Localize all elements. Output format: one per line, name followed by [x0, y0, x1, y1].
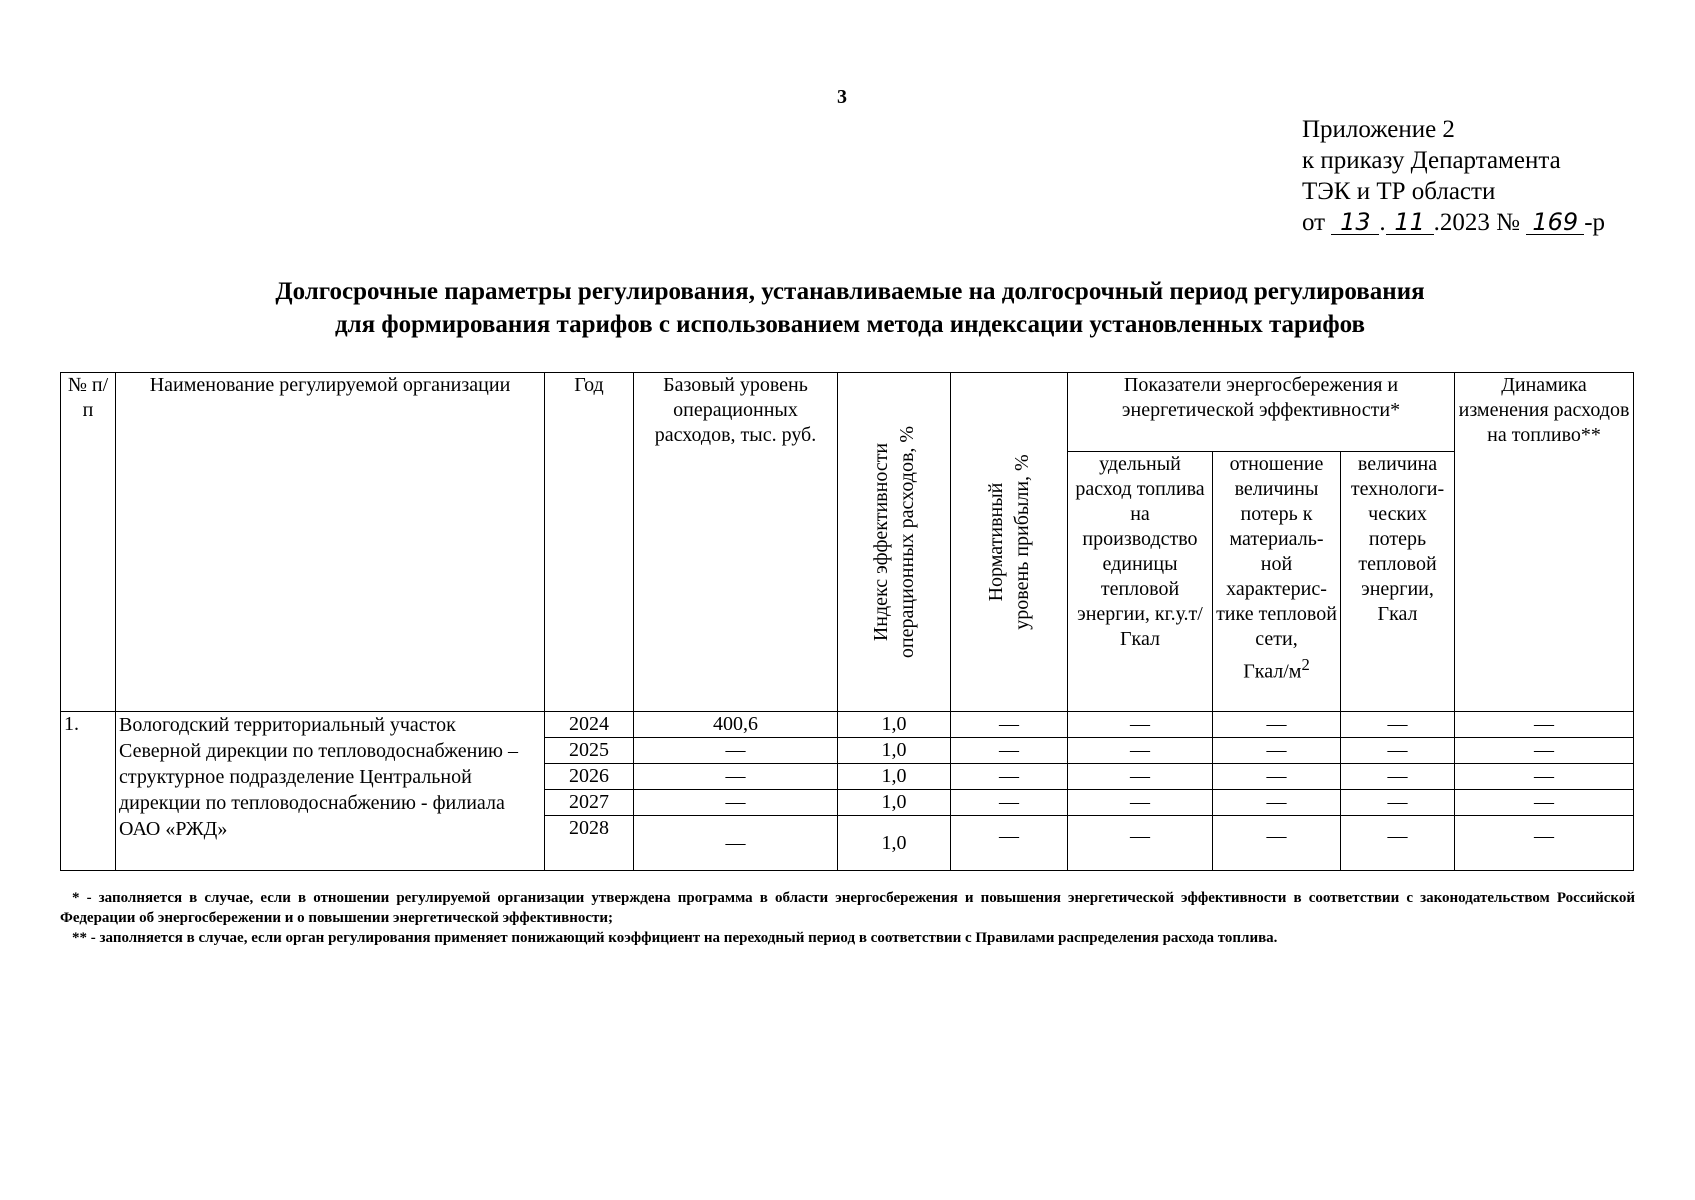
title-line-2: для формирования тарифов с использованием метода индексации установленных тарифов — [334, 311, 1366, 338]
footnote-1: * - заполняется в случае, если в отношении регулируемой организации утверждена программа в области энергосбережения и повышения энергетической эффективности в соответствии с законодательством Российской Федерации об энергосбережении и о повышении энергетической эффективности; — [60, 890, 1635, 926]
header-profit-level — [951, 373, 1068, 712]
organization-name: Вологодский территориальный участок Северной дирекции по тепловодоснабжению – структурное подразделение Центральной дирекции по тепловодоснабжению - филиала ОАО «РЖД» — [116, 712, 545, 871]
cell-loss-ratio: — — [1213, 816, 1341, 871]
header-fuel-dynamics: Динамика изменения расходов на топливо** — [1455, 373, 1634, 712]
header-efficiency-index-line-2: операционных расходов, % — [896, 425, 918, 659]
appendix-date-line — [1302, 207, 1605, 238]
cell-loss-ratio: — — [1213, 764, 1341, 790]
cell-profit: — — [951, 712, 1068, 738]
cell-profit: — — [951, 816, 1068, 871]
header-loss-ratio — [1213, 452, 1341, 712]
header-efficiency-index — [838, 373, 951, 712]
cell-efficiency-index: 1,0 — [838, 790, 951, 816]
table-row — [61, 712, 1634, 738]
cell-efficiency-index: 1,0 — [838, 712, 951, 738]
cell-loss-ratio: — — [1213, 738, 1341, 764]
cell-base-opex: — — [634, 816, 838, 871]
header-profit-line-2: уровень прибыли, % — [1011, 454, 1033, 630]
date-year: .2023 № — [1433, 209, 1520, 236]
header-loss-ratio-unit: Гкал/м — [1243, 660, 1302, 683]
document-title — [60, 275, 1640, 341]
cell-fuel-dynamics: — — [1455, 816, 1634, 871]
header-row-1 — [61, 373, 1634, 452]
cell-year: 2026 — [545, 764, 634, 790]
appendix-line-2: к приказу Департамента — [1302, 147, 1561, 174]
cell-loss-ratio: — — [1213, 712, 1341, 738]
cell-efficiency-index: 1,0 — [838, 816, 951, 871]
cell-profit: — — [951, 790, 1068, 816]
date-prefix: от — [1302, 209, 1326, 236]
cell-year: 2028 — [545, 816, 634, 871]
header-tech-losses: величина технологи-ческих потерь тепловой энергии, Гкал — [1341, 452, 1455, 712]
header-num: № п/п — [61, 373, 116, 712]
cell-base-opex: 400,6 — [634, 712, 838, 738]
page-number: 3 — [837, 86, 847, 108]
cell-year: 2027 — [545, 790, 634, 816]
date-dot: . — [1379, 209, 1386, 236]
cell-profit: — — [951, 764, 1068, 790]
appendix-line-3: ТЭК и ТР области — [1302, 178, 1496, 205]
parameters-table — [60, 372, 1634, 871]
appendix-block — [1302, 114, 1605, 238]
handwritten-month: 11 — [1386, 210, 1434, 235]
header-fuel-rate: удельный расход топлива на производство единицы тепловой энергии, кг.у.т/Гкал — [1068, 452, 1213, 712]
row-number: 1. — [61, 712, 116, 871]
header-loss-ratio-text: отношение величины потерь к материаль-ной характерис-тике тепловой сети, — [1216, 453, 1337, 651]
cell-tech-losses: — — [1341, 712, 1455, 738]
footnote-2: ** - заполняется в случае, если орган регулирования применяет понижающий коэффициент на переходный период в соответствии с Правилами распределения расхода топлива. — [72, 930, 1278, 946]
cell-tech-losses: — — [1341, 764, 1455, 790]
header-efficiency-index-line-1: Индекс эффективности — [870, 442, 892, 642]
header-base-opex: Базовый уровень операционных расходов, тыс. руб. — [634, 373, 838, 712]
cell-fuel-rate: — — [1068, 712, 1213, 738]
header-loss-ratio-unit-sup: 2 — [1301, 655, 1310, 675]
cell-efficiency-index: 1,0 — [838, 764, 951, 790]
cell-fuel-dynamics: — — [1455, 712, 1634, 738]
cell-base-opex: — — [634, 738, 838, 764]
cell-fuel-dynamics: — — [1455, 738, 1634, 764]
header-energy-group: Показатели энергосбережения и энергетической эффективности* — [1068, 373, 1455, 452]
cell-loss-ratio: — — [1213, 790, 1341, 816]
footnotes — [60, 888, 1635, 948]
cell-fuel-rate: — — [1068, 816, 1213, 871]
cell-base-opex: — — [634, 790, 838, 816]
cell-base-opex: — — [634, 764, 838, 790]
header-org: Наименование регулируемой организации — [116, 373, 545, 712]
cell-tech-losses: — — [1341, 790, 1455, 816]
cell-tech-losses: — — [1341, 738, 1455, 764]
handwritten-day: 13 — [1331, 210, 1379, 235]
header-year: Год — [545, 373, 634, 712]
cell-fuel-rate: — — [1068, 738, 1213, 764]
order-suffix: -р — [1584, 209, 1606, 236]
cell-fuel-dynamics: — — [1455, 764, 1634, 790]
header-profit-line-1: Нормативный — [985, 482, 1007, 602]
title-line-1: Долгосрочные параметры регулирования, устанавливаемые на долгосрочный период регулирования — [275, 278, 1425, 305]
cell-tech-losses: — — [1341, 816, 1455, 871]
handwritten-order-number: 169 — [1526, 210, 1584, 235]
cell-fuel-rate: — — [1068, 764, 1213, 790]
cell-year: 2024 — [545, 712, 634, 738]
appendix-line-1: Приложение 2 — [1302, 116, 1455, 143]
cell-fuel-rate: — — [1068, 790, 1213, 816]
cell-efficiency-index: 1,0 — [838, 738, 951, 764]
cell-profit: — — [951, 738, 1068, 764]
cell-year: 2025 — [545, 738, 634, 764]
cell-fuel-dynamics: — — [1455, 790, 1634, 816]
